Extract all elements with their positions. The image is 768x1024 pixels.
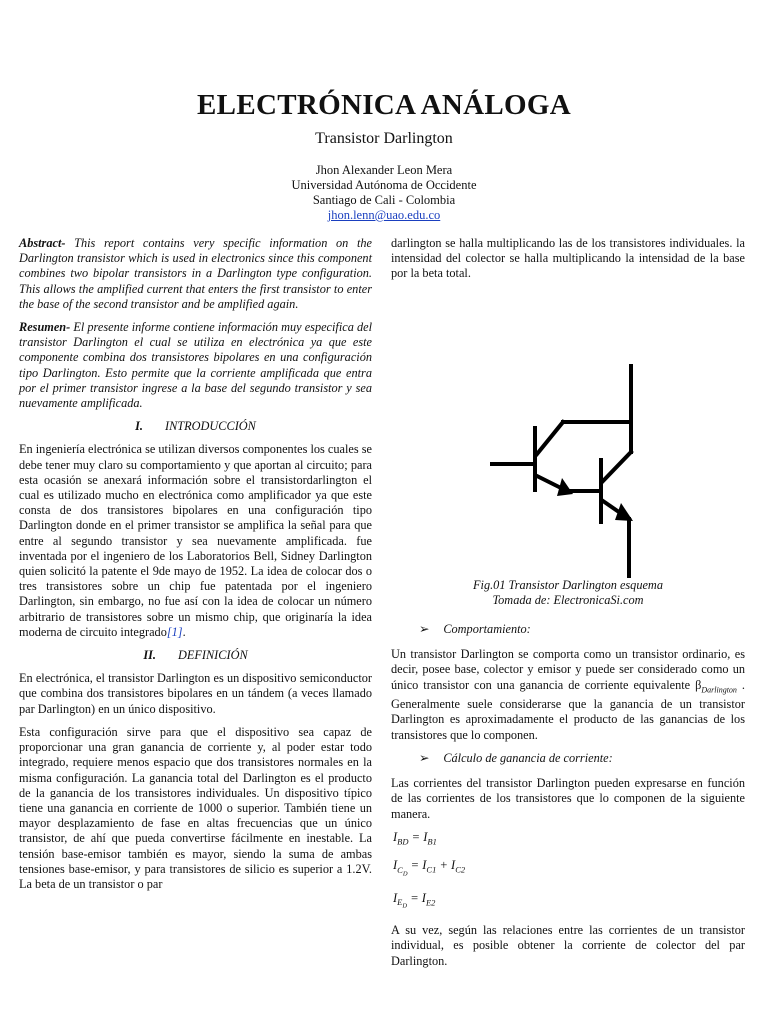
comportamiento-paragraph — [391, 647, 745, 743]
beta-symbol: β — [695, 677, 702, 692]
ganancia-title: Cálculo de ganancia de corriente: — [443, 750, 613, 765]
resumen-paragraph — [19, 320, 372, 411]
equation-emitter-current — [391, 891, 745, 914]
darlington-figure — [391, 288, 745, 578]
equation-collector-current — [391, 858, 745, 881]
eq-symbol: I — [393, 890, 398, 905]
introduccion-text: En ingeniería electrónica se utilizan diversos componentes los cuales se debe tener muy claro su comportamiento y que aportan al circuito; para esta ocasión se anexará información sobre el transistordarlington el cual es utilizado mucho en electrónica como amplificador ya que este consta de dos transistores bipolares en una configuración tipo Darlington donde en el primer transistor se amplifica la señal para que entre al segundo transistor y sea nuevamente amplificada. fue inventada por el ingeniero de los Laboratorios Bell, Sidney Darlington quien solicitó la patente el 9de mayo de 1952. La idea de colocar dos o tres transistores sobre un chip fue patentada por el ingeniero Darlington, sin embargo, no fue así con la idea de colocar un número arbitrario de transistores sobre un mismo chip, que originaría la idea moderna de circuito integrado — [19, 442, 372, 639]
author-location: Santiago de Cali - Colombia — [312, 193, 456, 207]
eq-symbol: I — [422, 858, 427, 873]
caption-line-1: Fig.01 Transistor Darlington esquema — [473, 577, 663, 592]
introduccion-paragraph — [19, 442, 372, 640]
paper-title: ELECTRÓNICA ANÁLOGA — [197, 89, 571, 121]
definicion-paragraph-2: Esta configuración sirve para que el dispositivo sea capaz de proporcionar una gran ganancia de corriente y, al poder estar todo integrado, requiere menos espacio que dos transistores normales en la misma configuración. La ganancia total del Darlington es el producto de la ganancia de los transistores individuales. Un dispositivo típico tiene una ganancia en corriente de 1000 o superior. También tiene un mayor desplazamiento de fase en altas frecuencias que un único transistor, de ahí que pueda convertirse fácilmente en inestable. La tensión base-emisor también es mayor, siendo la suma de ambas tensiones base-emisor, y para transistores de silicio es superior a 1.2V. La beta de un transistor o par — [19, 724, 372, 891]
abstract-paragraph — [19, 236, 372, 312]
definicion-paragraph-1: En electrónica, el transistor Darlington es un dispositivo semiconductor que combina dos transistores bipolares en un tándem (a veces llamado par Darlington) en un único dispositivo. — [19, 671, 372, 716]
eq-plus: + — [436, 858, 452, 873]
author-university: Universidad Autónoma de Occidente — [291, 178, 477, 192]
section-title: DEFINICIÓN — [177, 648, 248, 663]
eq-subscript: E2 — [425, 897, 436, 908]
section-heading-definicion — [19, 648, 372, 663]
darlington-schematic — [391, 288, 745, 578]
eq-equals: = — [407, 858, 423, 873]
eq-subscript-text: E — [397, 897, 403, 908]
section-number: II. — [143, 648, 156, 663]
right-column — [391, 236, 745, 977]
eq-sub-subscript: D — [402, 870, 408, 878]
eq-equals: = — [407, 890, 422, 905]
equation-base-current — [391, 830, 745, 850]
section-number: I. — [135, 419, 143, 434]
citation-link[interactable]: [1] — [166, 624, 183, 639]
ganancia-paragraph: Las corrientes del transistor Darlington pueden expresarse en función de las corrientes de los transistores que lo componen de la siguiente manera. — [391, 776, 745, 821]
bullet-arrow-icon: ➢ — [419, 750, 430, 765]
comportamiento-heading — [391, 622, 745, 637]
eq-subscript: BD — [397, 836, 409, 847]
introduccion-end: . — [182, 624, 186, 639]
section-title: INTRODUCCIÓN — [165, 419, 256, 434]
beta-subscript: Darlington — [701, 685, 737, 695]
continuation-paragraph: darlington se halla multiplicando las de los transistores individuales. la intensidad del colector se halla multiplicando la intensidad de la base por la beta total. — [391, 236, 745, 281]
eq-subscript: C2 — [455, 864, 466, 875]
final-paragraph: A su vez, según las relaciones entre las corrientes de un transistor individual, es posible obtener la corriente de colector del par Darlington. — [391, 923, 745, 968]
author-email-link[interactable]: jhon.lenn@uao.edu.co — [327, 208, 441, 222]
author-name: Jhon Alexander Leon Mera — [315, 163, 453, 177]
eq-subscript-text: C — [397, 864, 403, 875]
eq-subscript — [397, 864, 408, 878]
abstract-text: This report contains very specific information on the Darlington transistor which is used in electronics since this component combines two bipolar transistors in a Darlington type configuration. This allows the amplified current that enters the first transistor to enter the base of the second transistor and be amplified again. — [19, 236, 372, 311]
eq-subscript: B1 — [427, 836, 437, 847]
author-block — [0, 163, 768, 223]
resumen-text: El presente informe contiene información muy especifica del transistor Darlington el cual se utiliza en electrónica ya que este componente combina dos transistores bipolares en una configuración tipo Darlington. Esto permite que la corriente amplificada que entra por el primer transistor ingrese a la base del segundo transistor y sea nuevamente amplificada. — [19, 320, 372, 411]
bullet-arrow-icon: ➢ — [419, 622, 430, 637]
eq-subscript: C1 — [426, 864, 437, 875]
caption-line-2: Tomada de: ElectronicaSi.com — [492, 592, 644, 607]
abstract-label: Abstract- — [19, 236, 66, 250]
left-column — [19, 236, 372, 900]
comportamiento-text-b: . Generalmente suele considerarse que la ganancia de un transistor Darlington es aproximadamente el producto de las ganancias de los transistores que lo componen. — [391, 677, 745, 742]
paper-header — [0, 88, 768, 223]
eq-symbol: I — [421, 890, 426, 905]
ganancia-heading — [391, 751, 745, 766]
resumen-label: Resumen- — [19, 320, 71, 335]
eq-symbol: I — [451, 858, 456, 873]
eq-subscript — [397, 897, 408, 910]
eq-symbol: I — [423, 829, 428, 844]
eq-sub-subscript: D — [402, 902, 408, 910]
figure-caption — [391, 578, 745, 608]
eq-equals: = — [408, 829, 424, 844]
comportamiento-text-a: Un transistor Darlington se comporta como un transistor ordinario, es decir, posee base, colector y emisor y puede ser considerado como un único transistor con una ganancia de corriente equivalente — [391, 647, 745, 692]
eq-symbol: I — [393, 858, 398, 873]
eq-symbol: I — [393, 829, 398, 844]
section-heading-introduccion — [19, 419, 372, 434]
comportamiento-title: Comportamiento: — [443, 622, 531, 637]
paper-subtitle: Transistor Darlington — [315, 130, 453, 147]
